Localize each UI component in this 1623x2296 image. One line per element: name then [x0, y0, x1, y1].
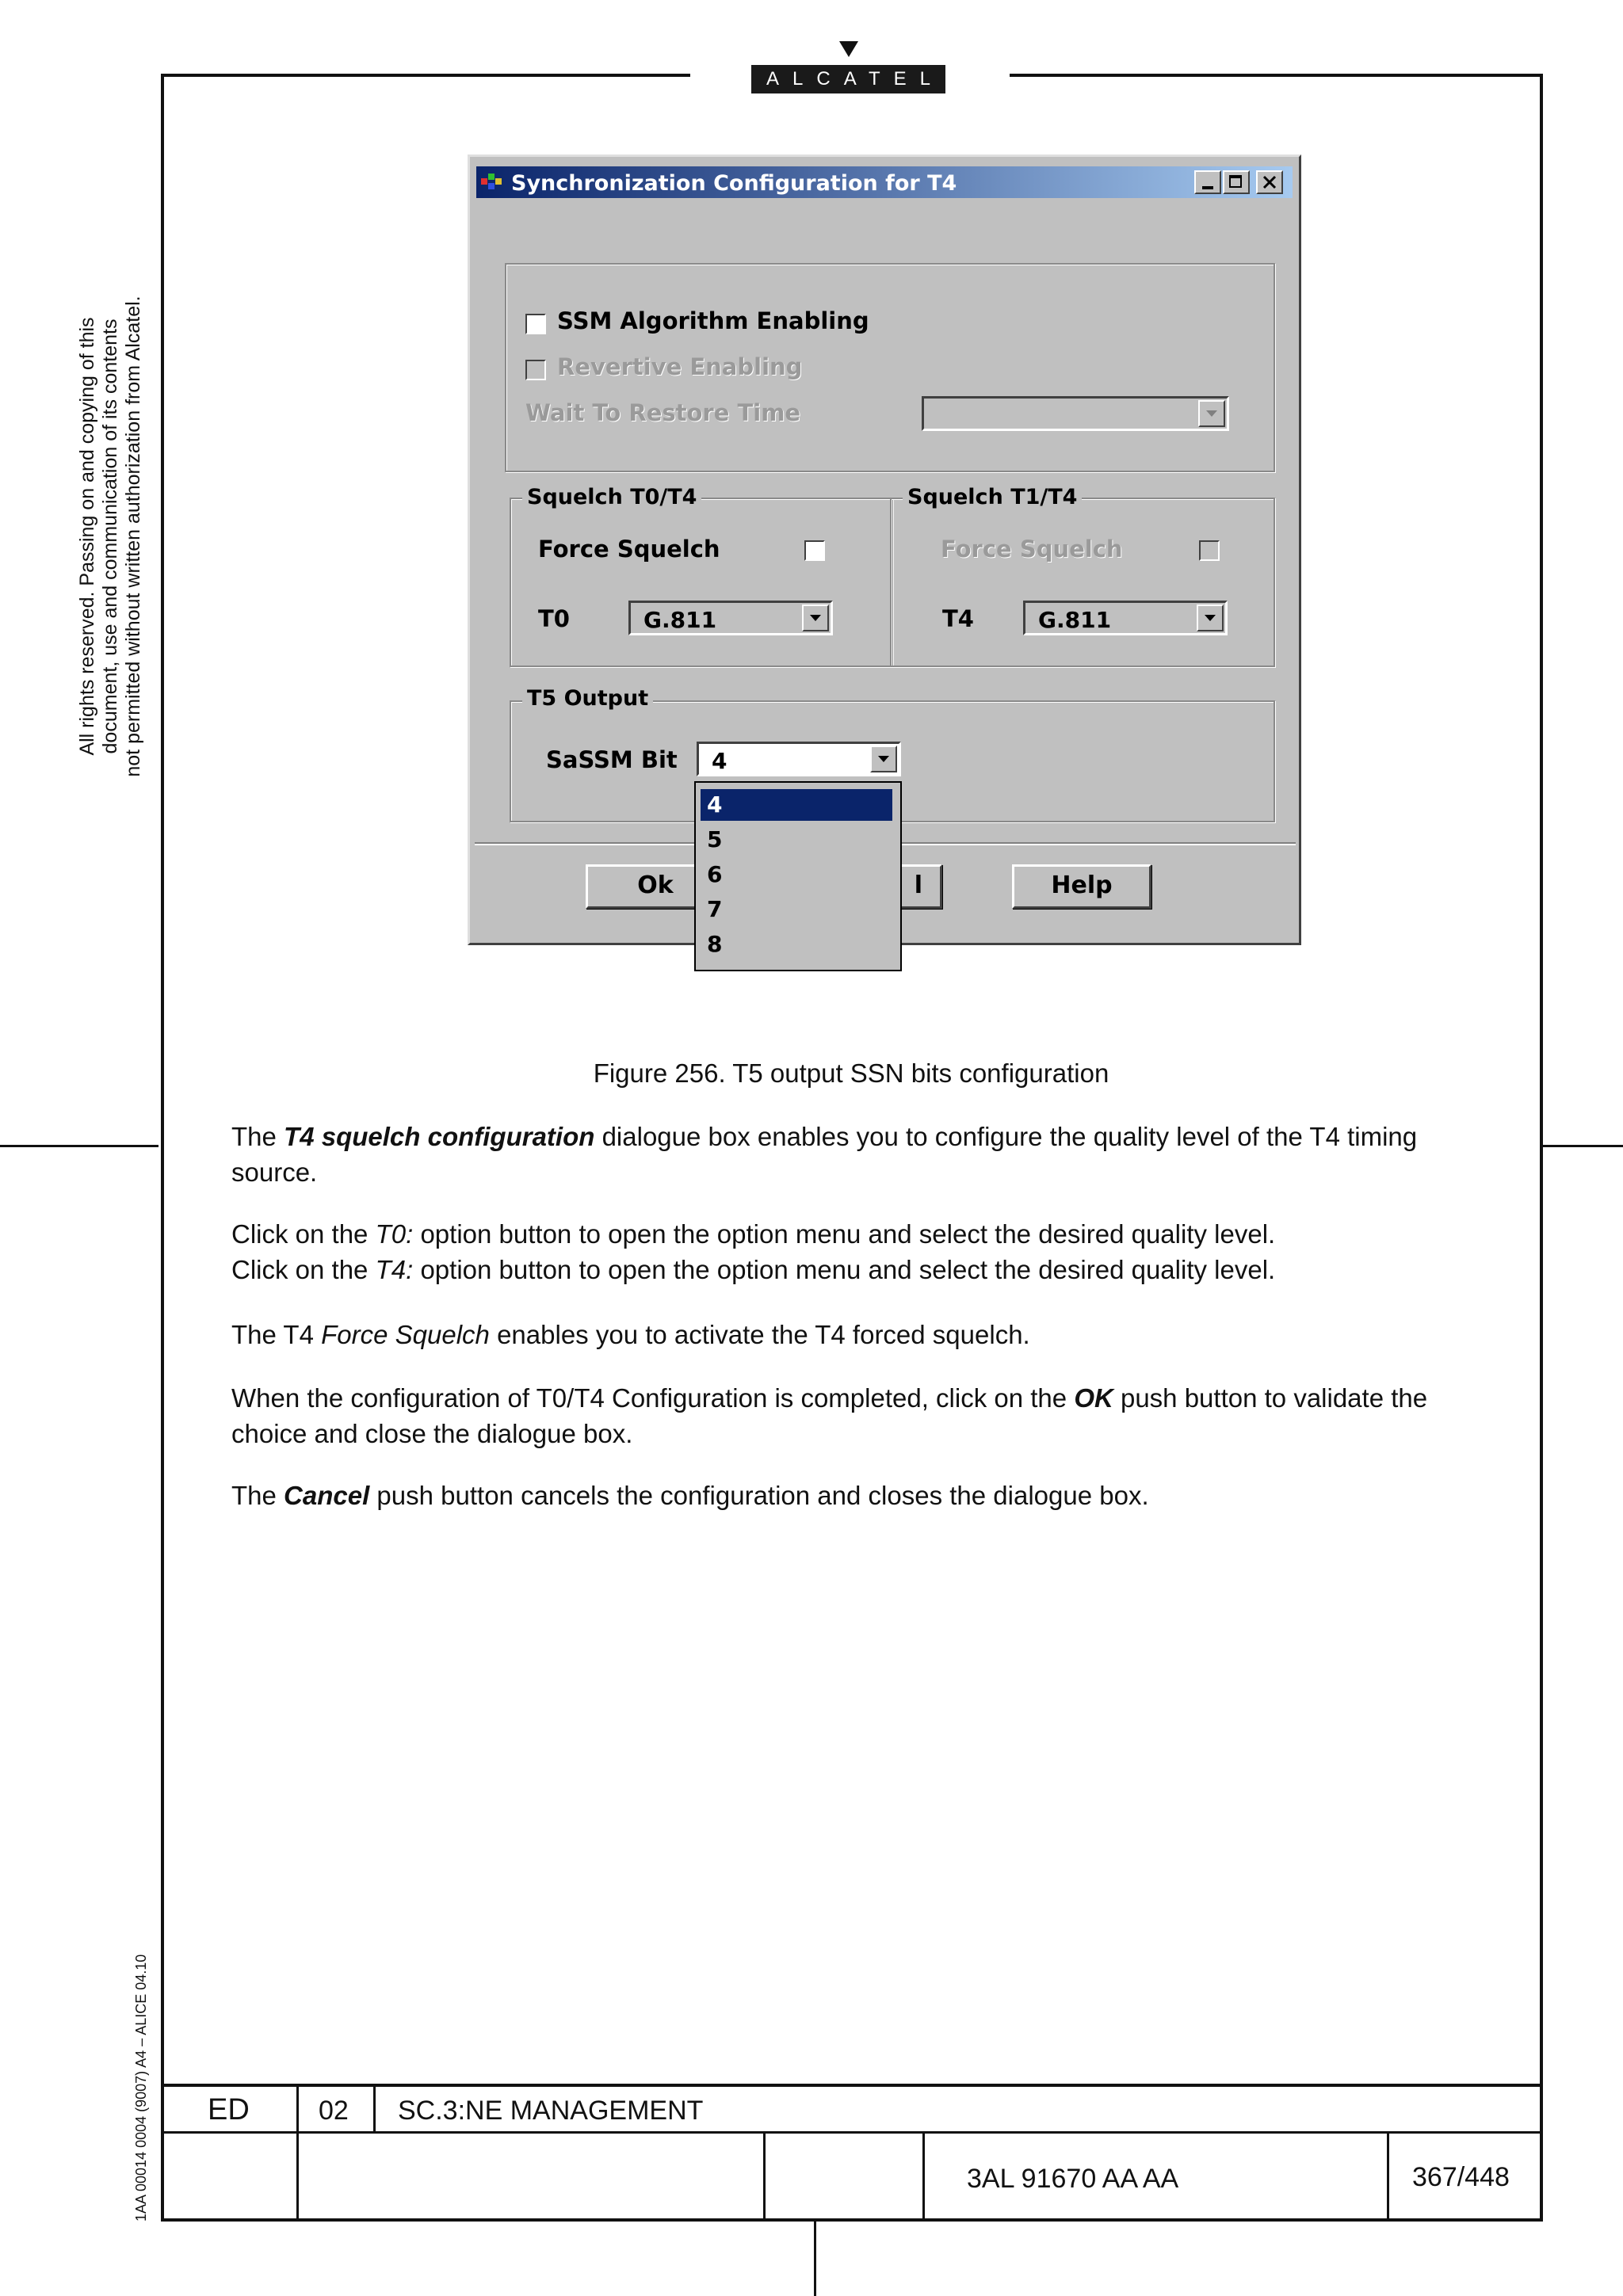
paragraph-3: Click on the T4: option button to open the option menu and select the desired quality level.	[231, 1255, 1276, 1284]
figure-caption: Figure 256. T5 output SSN bits configuration	[593, 1058, 1109, 1088]
sassm-option[interactable]: 4	[701, 789, 892, 821]
logo-triangle-icon	[839, 41, 858, 57]
ssm-algorithm-checkbox[interactable]	[525, 314, 546, 334]
copyright-note	[76, 267, 145, 806]
sassm-option[interactable]: 5	[707, 826, 723, 852]
revertive-checkbox[interactable]	[525, 360, 546, 380]
form-code: 1AA 00014 0004 (9007) A4 – ALICE 04.10	[133, 1954, 149, 2222]
page-frame-top-left	[161, 74, 690, 77]
footer-doc-ref: 3AL 91670 AA AA	[967, 2164, 1179, 2194]
minimize-icon	[1202, 186, 1213, 189]
sassm-option[interactable]: 7	[707, 896, 723, 922]
close-button[interactable]	[1256, 170, 1283, 194]
t5-output-title: T5 Output	[522, 686, 653, 711]
squelch-t1-title: Squelch T1/T4	[903, 485, 1082, 509]
cancel-button[interactable]: l	[803, 864, 942, 909]
maximize-button[interactable]	[1223, 170, 1250, 194]
page-frame-top-right	[1010, 74, 1543, 77]
paragraph-1: The T4 squelch configuration dialogue box enables you to configure the quality level of the T4 timing source.	[231, 1122, 1418, 1187]
sassm-option[interactable]: 6	[707, 861, 723, 887]
force-squelch-t0-label: Force Squelch	[538, 536, 720, 563]
chevron-down-icon	[1197, 605, 1224, 631]
fold-mark-left	[0, 1145, 158, 1147]
sassm-bit-label: SaSSM Bit	[546, 746, 678, 773]
sassm-bit-select[interactable]: 4	[697, 742, 901, 776]
chevron-down-icon	[1198, 400, 1225, 427]
alcatel-logo: ALCATEL	[751, 65, 945, 93]
wait-restore-label: Wait To Restore Time	[525, 399, 801, 426]
footer-ed-label: ED	[208, 2093, 250, 2126]
footer-divider	[922, 2131, 925, 2220]
copyright-line-3: not permitted without written authorization from Alcatel.	[122, 296, 144, 777]
squelch-t0-group	[510, 498, 893, 667]
footer-edition: 02	[319, 2096, 349, 2126]
paragraph-6: The Cancel push button cancels the configuration and closes the dialogue box.	[231, 1481, 1149, 1510]
fold-mark-bottom	[814, 2222, 816, 2296]
t0-select[interactable]: G.811	[628, 601, 833, 635]
page-frame-bottom	[161, 2218, 1543, 2222]
page-frame-left	[161, 74, 164, 2221]
squelch-t1-group	[890, 498, 1275, 667]
paragraph-5: When the configuration of T0/T4 Configuration is completed, click on the OK push button to validate the choice and close the dialogue box.	[231, 1383, 1428, 1448]
footer-page-number: 367/448	[1412, 2162, 1510, 2192]
app-icon	[481, 174, 503, 191]
revertive-label: Revertive Enabling	[557, 353, 803, 380]
dialog-title: Synchronization Configuration for T4	[511, 171, 957, 196]
fold-mark-right	[1543, 1145, 1623, 1147]
sassm-option[interactable]: 8	[707, 931, 723, 957]
close-icon	[1258, 172, 1281, 193]
chevron-down-icon	[802, 605, 829, 631]
wait-restore-select[interactable]	[922, 396, 1229, 431]
footer-section: SC.3:NE MANAGEMENT	[398, 2096, 704, 2126]
t4-label: T4	[942, 605, 974, 632]
maximize-icon	[1229, 175, 1242, 188]
squelch-t0-title: Squelch T0/T4	[522, 485, 701, 509]
page-frame-right	[1540, 74, 1543, 2221]
minimize-button[interactable]	[1194, 170, 1221, 194]
footer-divider	[296, 2084, 299, 2220]
t4-select[interactable]: G.811	[1023, 601, 1228, 635]
copyright-line-1: All rights reserved. Passing on and copying of this	[76, 317, 98, 756]
sassm-bit-dropdown-list	[694, 781, 902, 971]
footer-line-top	[161, 2084, 1543, 2087]
dialog-titlebar[interactable]	[476, 166, 1293, 198]
force-squelch-t0-checkbox[interactable]	[804, 540, 825, 561]
force-squelch-t1-checkbox[interactable]	[1199, 540, 1220, 561]
copyright-line-2: document, use and communication of its contents	[99, 318, 121, 754]
footer-divider	[373, 2084, 376, 2133]
t0-label: T0	[538, 605, 570, 632]
ssm-algorithm-label: SSM Algorithm Enabling	[557, 307, 869, 334]
chevron-down-icon	[870, 746, 897, 772]
force-squelch-t1-label: Force Squelch	[941, 536, 1123, 563]
footer-line-mid	[161, 2131, 1543, 2134]
paragraph-2: Click on the T0: option button to open the option menu and select the desired quality level.	[231, 1219, 1276, 1249]
help-button[interactable]: Help	[1012, 864, 1151, 909]
footer-divider	[1387, 2131, 1389, 2220]
ok-button[interactable]: Ok	[586, 864, 725, 909]
paragraph-4: The T4 Force Squelch enables you to activate the T4 forced squelch.	[231, 1320, 1030, 1349]
footer-divider	[763, 2131, 766, 2220]
